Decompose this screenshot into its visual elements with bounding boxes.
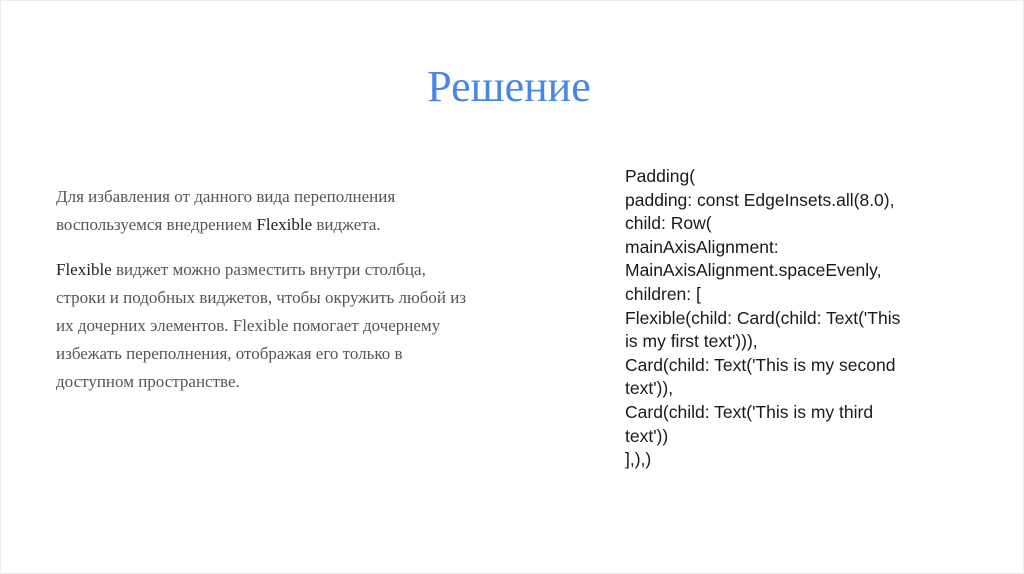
paragraph-1-term: Flexible [256, 215, 313, 234]
code-line: is my first text'))), [625, 331, 758, 352]
code-line: text')), [625, 378, 674, 399]
code-line: text')) [625, 425, 669, 446]
code-line: Flexible(child: Card(child: Text('This [625, 307, 901, 328]
paragraph-2-term: Flexible [56, 260, 112, 279]
code-line: children: [ [625, 283, 701, 304]
paragraph-1-text-b: виджета. [312, 215, 381, 234]
code-block [625, 165, 985, 472]
slide-title: Решение [427, 62, 591, 111]
paragraph-1-text-a: Для избавления от данного вида переполнения воспользуемся внедрением [56, 187, 396, 234]
code-line: padding: const EdgeInsets.all(8.0), [625, 189, 895, 210]
paragraph-2-text-a: виджет можно разместить внутри столбца, строки и подобных виджетов, чтобы окружить любой из их дочерних элементов. Flexible помогает дочернему избежать переполнения, отображая его только в доступном пространстве. [56, 260, 467, 391]
code-line: child: Row( [625, 213, 712, 234]
explanation-text [56, 183, 476, 413]
paragraph-1 [56, 183, 476, 239]
paragraph-2 [56, 256, 476, 396]
code-line: Card(child: Text('This is my third [625, 401, 874, 422]
code-line: Padding( [625, 166, 696, 186]
code-line: Card(child: Text('This is my second [625, 354, 896, 375]
code-line: mainAxisAlignment: [625, 236, 779, 257]
code-line: MainAxisAlignment.spaceEvenly, [625, 260, 882, 281]
code-line: ],),) [625, 449, 652, 470]
